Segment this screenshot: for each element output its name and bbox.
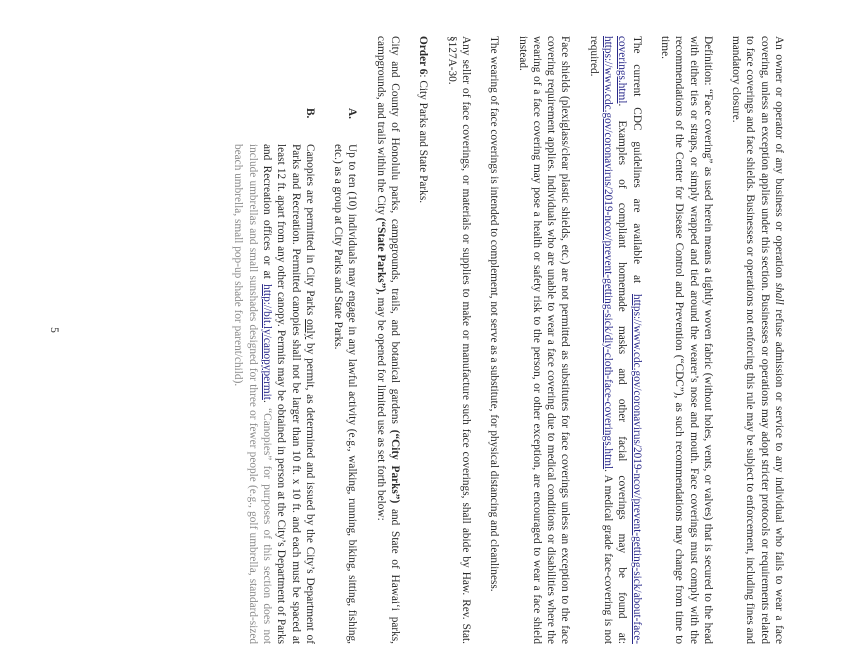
- canopies-definition-text: “Canopies” for purposes of this section does not include umbrellas and small sunshades designed for three or fewer people (e.g., golf umbrella, standard-sized beach umbrella, small pop-up shade for parent/child).: [232, 144, 273, 644]
- seller-paragraph: Any seller of face coverings, or materials or supplies to make or manufacture such face coverings, shall abide by Haw. Rev. Stat. §127A-30.: [445, 36, 472, 644]
- order-6-label: Order 6: [417, 36, 430, 75]
- list-item-b: B. Canopies are permitted in City Parks only by permit, as determined and issued by the City’s Department of Parks and Recreation. Permitted canopies shall not be larger than 10 ft. x 10 ft. and each must be spaced at least 12 ft. apart from any other canopy. Permits may be obtained in person at the City’s Department of Parks and Recreation offices or at http://bit.ly/canopypermit. “Canopies” for purposes of this section does not include umbrellas and small sunshades designed for three or fewer people (e.g., golf umbrella, standard-sized beach umbrella, small pop-up shade for parent/child).: [232, 108, 316, 644]
- business-refusal-paragraph: An owner or operator of any business or operation shall refuse admission or service to any individual who fails to wear a face covering, unless an exception applies under this section. Businesses or operations may adopt stricter protocols or requirements related to face coverings and face shields. Businesses or operations not enforcing this rule may be subject to enforcement, including fines and mandatory closure.: [730, 36, 785, 644]
- order-6-heading: [416, 36, 430, 644]
- intended-complement-paragraph: The wearing of face coverings is intended to complement, not serve as a substitute, for physical distancing and cleanliness.: [488, 36, 501, 592]
- list-item-a-text: Up to ten (10) individuals may engage in any lawful activity (e.g., walking, running, biking, sitting, fishing, etc.) as a group at City Parks and State Parks.: [332, 144, 359, 644]
- only-underlined: only: [303, 319, 316, 340]
- list-marker-a: A.: [346, 108, 359, 119]
- state-parks-term: (“State Parks”): [374, 217, 387, 293]
- order-6-title: : City Parks and State Parks.: [417, 74, 430, 204]
- definition-paragraph: Definition: “Face covering” as used herein means a tightly woven fabric (without holes, vents, or valves) that is secured to the head with either ties or straps, or simply wrapped and tied around the wearer’s nose and mouth. Face coverings must comply with the recommendations of the Center for Disease Control and Prevention (“CDC”), as such recommendations may change from time to time.: [658, 36, 714, 644]
- cdc-about-face-coverings-link[interactable]: https://www.cdc.gov/coronavirus/2019-ncov/prevent-getting-sick/about-face-coverings.html: [616, 36, 643, 644]
- shall-emphasis: shall: [773, 282, 785, 305]
- parks-intro-paragraph: City and County of Honolulu parks, campgrounds, trails, and botanical gardens (“City Parks”) and State of Hawai‘i parks, campgrounds, and trails within the City (“State Parks”), may be opened for limited use as set forth below:: [374, 36, 402, 644]
- cdc-diy-face-coverings-link[interactable]: https://www.cdc.gov/coronavirus/2019-ncov/prevent-getting-sick/diy-cloth-face-coverings.html: [602, 36, 615, 470]
- list-item-a: [331, 36, 360, 644]
- face-shields-paragraph: Face shields (plexiglass/clear plastic shields, etc.) are not permitted as substitutes for face coverings unless an exception to the face covering requirement applies. Individuals who are unable to wear a face covering due to medical conditions or disabilities where the wearing of a face covering may pose a health or safety risk to the person, or other exception, are encouraged to wear a face shield instead.: [516, 36, 572, 644]
- list-marker-b: B.: [303, 108, 316, 119]
- page-number: 5: [48, 327, 60, 333]
- city-parks-term: (“City Parks”): [389, 429, 402, 504]
- canopy-permit-link[interactable]: http://bit.ly/canopypermit: [260, 284, 273, 400]
- cdc-guidelines-paragraph: The current CDC guidelines are available at https://www.cdc.gov/coronavirus/2019-ncov/prevent-getting-sick/about-face-coverings.html. Examples of compliant homemade masks and other facial coverings may be found at: https://www.cdc.gov/coronavirus/2019-ncov/prevent-getting-sick/diy-cloth-face-coverings.html. A medical grade face-covering is not required.: [587, 36, 643, 644]
- document-body: [217, 36, 786, 644]
